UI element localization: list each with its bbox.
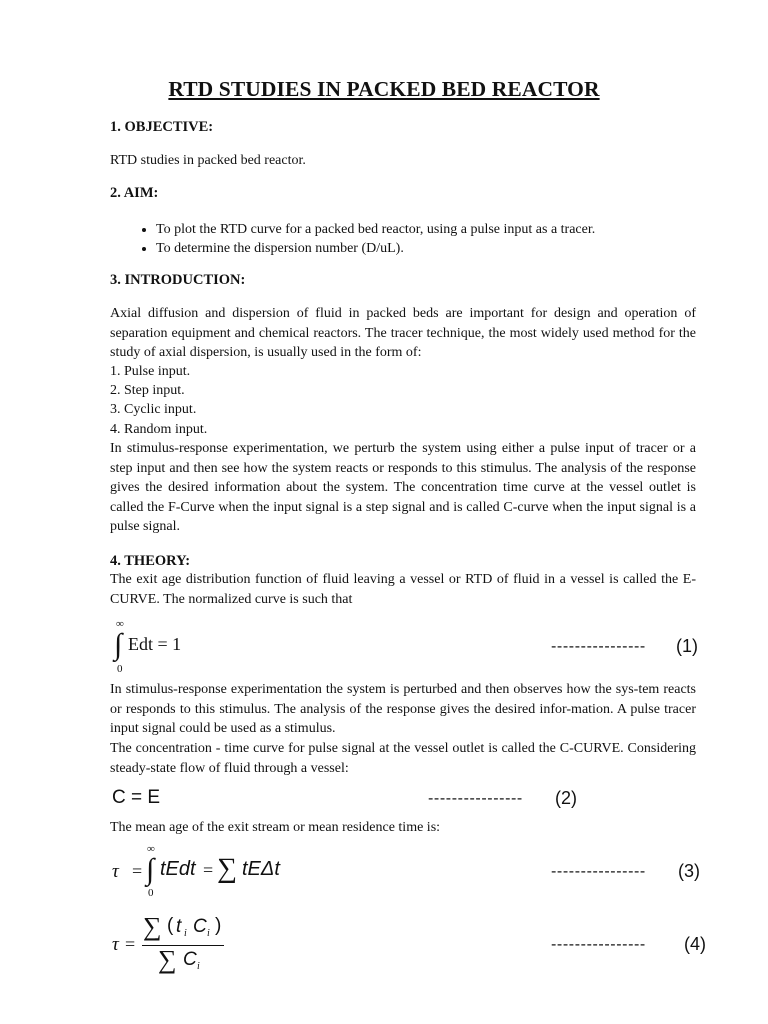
introduction-paragraph-2: In stimulus-response experimentation, we perturb the system using either a pulse input of tracer or a step input and then see how the system reacts or responds to this stimulus. The analysis of the response gives the desired information about the system. The concentration time curve at the vessel outlet is called the F-Curve when the input signal is a step signal and is called C-curve when the input signal is a pulse signal. [110, 441, 696, 534]
equation-body: Edt = 1 [128, 634, 182, 654]
summation-sign: ∑ [158, 945, 177, 974]
summation-sign: ∑ [217, 853, 237, 884]
introduction-paragraph: Axial diffusion and dispersion of fluid in packed beds are important for design and operation of separation equipment and chemical reactors. The tracer technique, the most widely used method for the study of axial dispersion, is usually used in the form of: [110, 306, 696, 360]
tau-symbol: τ [112, 934, 119, 955]
concentration-variable: C [193, 916, 207, 937]
concentration-variable: C [183, 949, 197, 970]
integral-upper-limit: ∞ [116, 618, 124, 630]
equation-number: (3) [678, 861, 700, 881]
aim-item: • To plot the RTD curve for a packed bed reactor, using a pulse input as a tracer. [156, 220, 595, 239]
time-variable: t [176, 916, 182, 937]
integral-sign: ∫ [146, 853, 155, 886]
equation-body: C = E [112, 787, 161, 808]
aim-item: • To determine the dispersion number (D/uL). [156, 239, 595, 258]
equation-number: (4) [684, 934, 706, 954]
integral-sign: ∫ [114, 628, 123, 661]
introduction-heading: 3. INTRODUCTION: [110, 272, 246, 288]
input-list-item: 2. Step input. [110, 383, 185, 398]
document-title: RTD STUDIES IN PACKED BED REACTOR [168, 77, 600, 101]
input-list-item: 3. Cyclic input. [110, 402, 197, 417]
input-list-item: 4. Random input. [110, 422, 208, 437]
equation-3 [110, 843, 700, 903]
summation-sign: ∑ [143, 912, 162, 941]
objective-text: RTD studies in packed bed reactor. [110, 153, 306, 168]
subscript-i: i [197, 961, 200, 972]
equation-number: (1) [676, 636, 698, 656]
equals-sign: = [125, 934, 136, 954]
aim-list [110, 220, 595, 258]
equals-sign: = [132, 861, 143, 881]
equation-dashes: ---------------- [428, 790, 523, 807]
theory-paragraph-3: The concentration - time curve for pulse signal at the vessel outlet is called the C-CURVE. Considering steady-state flow of fluid through a vessel: [110, 741, 696, 776]
theory-heading: 4. THEORY: [110, 553, 191, 569]
equation-number: (2) [555, 788, 577, 808]
equation-2 [110, 787, 696, 815]
equation-dashes: ---------------- [551, 936, 646, 953]
tau-symbol: τ [112, 861, 119, 882]
equation-1 [110, 618, 696, 680]
integral-upper-limit: ∞ [147, 843, 155, 855]
aim-heading: 2. AIM: [110, 185, 159, 201]
integral-lower-limit: 0 [148, 887, 154, 899]
paren-close: ) [215, 915, 222, 936]
input-list-item: 1. Pulse input. [110, 364, 191, 379]
equation-term: tEΔt [242, 858, 280, 880]
equation-4 [110, 912, 706, 982]
equation-dashes: ---------------- [551, 638, 646, 655]
integral-lower-limit: 0 [117, 663, 123, 675]
paren-open: ( [167, 915, 174, 936]
equation-term: tEdt [160, 858, 196, 880]
subscript-i: i [184, 928, 187, 939]
theory-paragraph: The exit age distribution function of fluid leaving a vessel or RTD of fluid in a vessel is called the E-CURVE. The normalized curve is such that [110, 572, 696, 607]
equation-dashes: ---------------- [551, 863, 646, 880]
equals-sign: = [203, 860, 214, 880]
theory-paragraph-4: The mean age of the exit stream or mean residence time is: [110, 820, 441, 835]
subscript-i: i [207, 928, 210, 939]
fraction-bar [142, 945, 224, 946]
theory-paragraph-2: In stimulus-response experimentation the system is perturbed and then observes how the sys-tem reacts or responds to this stimulus. The analysis of the response gives the desired infor-mation. A pulse tracer input signal could be used as a stimulus. [110, 682, 696, 736]
objective-heading: 1. OBJECTIVE: [110, 119, 214, 135]
